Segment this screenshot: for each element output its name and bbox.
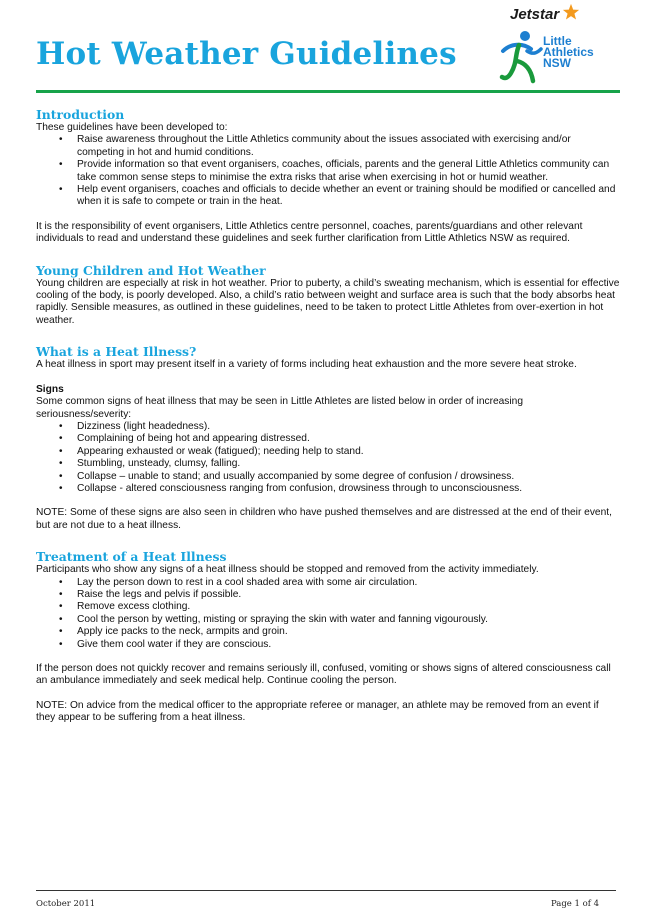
intro-lead: These guidelines have been developed to: [36, 122, 228, 133]
young-children-paragraph: Young children are especially at risk in hot weather. Prior to puberty, a child’s sweating mechanism, which is essential for effective cooling of the body, is poorly developed. Also, a child’s ratio between weight and surface area is such that the body absorbs heat rapidly. Sensible measures, as outlined in these guidelines, need to be taken to protect Little Athletes from over-exertion in hot weather. [36, 277, 620, 326]
list-item: • Give them cool water if they are conscious. [77, 639, 620, 651]
intro-heading: Introduction [36, 107, 125, 122]
signs-heading: Signs [36, 383, 64, 395]
heat-illness-paragraph: A heat illness in sport may present itself in a variety of forms including heat exhaustion and the more severe heat stroke. [36, 359, 577, 371]
document-body [36, 107, 620, 725]
intro-paragraph: It is the responsibility of event organisers, Little Athletics centre personnel, coaches, parents/guardians and other relevant individuals to read and understand these guidelines and seek further clarification from Little Athletics NSW as required. [36, 220, 583, 245]
list-item: • Provide information so that event organisers, coaches, officials, parents and the general Little Athletics community can take common sense steps to minimise the extra risks that arise when exercising in hot or humid weather. [77, 159, 620, 184]
list-item: • Appearing exhausted or weak (fatigued); needing help to stand. [77, 446, 620, 458]
page-number: Page 1 of 4 [550, 899, 599, 909]
list-item: • Cool the person by wetting, misting or spraying the skin with water and fanning vigourously. [77, 614, 620, 626]
list-item: • Raise the legs and pelvis if possible. [77, 589, 620, 601]
treatment-heading: Treatment of a Heat Illness [36, 549, 227, 565]
list-item: • Stumbling, unsteady, clumsy, falling. [77, 458, 620, 470]
signs-list [36, 421, 620, 495]
page-header [0, 0, 651, 95]
list-item: • Collapse – unable to stand; and usually accompanied by some degree of confusion / drowsiness. [77, 471, 620, 483]
list-item: • Lay the person down to rest in a cool shaded area with some air circulation. [77, 577, 620, 589]
list-item: • Complaining of being hot and appearing distressed. [77, 433, 620, 445]
heat-illness-heading: What is a Heat Illness? [36, 344, 197, 360]
list-item: • Apply ice packs to the neck, armpits and groin. [77, 626, 620, 638]
treatment-note: NOTE: On advice from the medical officer to the appropriate referee or manager, an athlete may be removed from an event if they appear to be suffering from a heat illness. [36, 699, 599, 724]
little-athletics-logo: Little Athletics NSW [543, 34, 594, 70]
star-icon [562, 3, 580, 21]
signs-lead: Some common signs of heat illness that may be seen in Little Athletes are listed below in order of increasing seriousness/severity: [36, 396, 523, 420]
footer-rule [36, 890, 616, 891]
header-rule [36, 90, 620, 93]
treatment-list [36, 577, 620, 651]
page-title: Hot Weather Guidelines [36, 36, 457, 72]
list-item: • Dizziness (light headedness). [77, 421, 620, 433]
young-children-heading: Young Children and Hot Weather [36, 262, 266, 278]
treatment-lead: Participants who show any signs of a heat illness should be stopped and removed from the activity immediately. [36, 564, 539, 576]
list-item: • Raise awareness throughout the Little Athletics community about the issues associated with exercising and/or competing in hot and humid conditions. [77, 134, 620, 159]
treatment-paragraph: If the person does not quickly recover and remains seriously ill, confused, vomiting or shows signs of altered consciousness call an ambulance immediately and seek medical help. Continue cooling the person. [36, 663, 611, 687]
jetstar-logo: Jetstar [510, 6, 560, 23]
runner-logo-icon [497, 29, 545, 85]
intro-list [36, 134, 620, 208]
footer-date: October 2011 [36, 899, 96, 909]
list-item: • Remove excess clothing. [77, 601, 620, 613]
list-item: • Help event organisers, coaches and officials to decide whether an event or training should be modified or cancelled and when it is safe to compete or train in the heat. [77, 184, 620, 209]
signs-note: NOTE: Some of these signs are also seen in children who have pushed themselves and are distressed at the end of their event, but are not due to a heat illness. [36, 507, 612, 531]
list-item: • Collapse - altered consciousness ranging from confusion, drowsiness through to unconsciousness. [77, 483, 620, 495]
